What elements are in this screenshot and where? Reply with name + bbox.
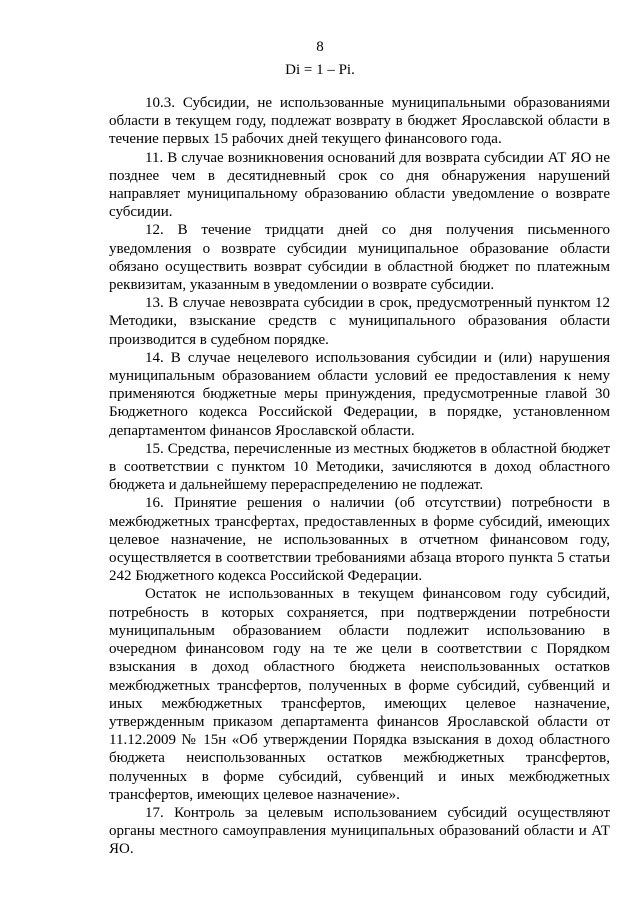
page-number: 8 [316,39,324,55]
paragraph-13: 13. В случае невозврата субсидии в срок, предусмотренный пунктом 12 Методики, взыскание средств с муниципального образования области производится в судебном порядке. [109,295,610,348]
paragraph-15: 15. Средства, перечисленные из местных бюджетов в областной бюджет в соответствии с пунктом 10 Методики, зачисляются в доход областного бюджета и дальнейшему перераспределению не подлежат. [109,440,610,494]
paragraph-14: 14. В случае нецелевого использования субсидии и (или) нарушения муниципальным образованием области условий ее предоставления к нему применяются бюджетные меры принуждения, предусмотренные главой 30 Бюджетного кодекса Российской Федерации, в порядке, установленном департаментом финансов Ярославской области. [109,349,610,439]
paragraph-11: 11. В случае возникновения оснований для возврата субсидии АТ ЯО не позднее чем в десятидневный срок со дня обнаружения нарушений направляет муниципальному образованию области уведомление о возврате субсидии. [109,149,610,221]
paragraph-16-remainder: Остаток не использованных в текущем финансовом году субсидий, потребность в которых сохраняется, при подтверждении потребности муниципальным образованием области подлежит использованию в очередном финансовом году на те же цели в соответствии с Порядком взыскания в доход областного бюджета неиспользованных остатков межбюджетных трансфертов, полученных в форме субсидий, субвенций и иных межбюджетных трансфертов, имеющих целевое назначение, утвержденным приказом департамента финансов Ярославской области от 11.12.2009 № 15н «Об утверждении Порядка взыскания в доход областного бюджета неиспользованных остатков межбюджетных трансфертов, полученных в форме субсидий, субвенций и иных межбюджетных трансфертов, имеющих целевое назначение». [109,586,610,803]
paragraph-12: 12. В течение тридцати дней со дня получения письменного уведомления о возврате субсидии муниципальное образование области обязано осуществить возврат субсидии в областной бюджет по платежным реквизитам, указанным в уведомлении о возврате субсидии. [109,222,610,294]
formula: Di = 1 – Pi. [285,62,355,78]
paragraph-17: 17. Контроль за целевым использованием субсидий осуществляют органы местного самоуправления муниципальных образований области и АТ ЯО. [109,804,610,858]
paragraph-16: 16. Принятие решения о наличии (об отсутствии) потребности в межбюджетных трансфертах, предоставленных в форме субсидий, имеющих целевое назначение, не использованных в отчетном финансовом году, осуществляется в соответствии требованиями абзаца второго пункта 5 статьи 242 Бюджетного кодекса Российской Федерации. [109,495,610,585]
paragraph-10-3: 10.3. Субсидии, не использованные муниципальными образованиями области в текущем году, подлежат возврату в бюджет Ярославской области в течение первых 15 рабочих дней текущего финансового года. [109,95,610,148]
document-body [109,94,610,859]
